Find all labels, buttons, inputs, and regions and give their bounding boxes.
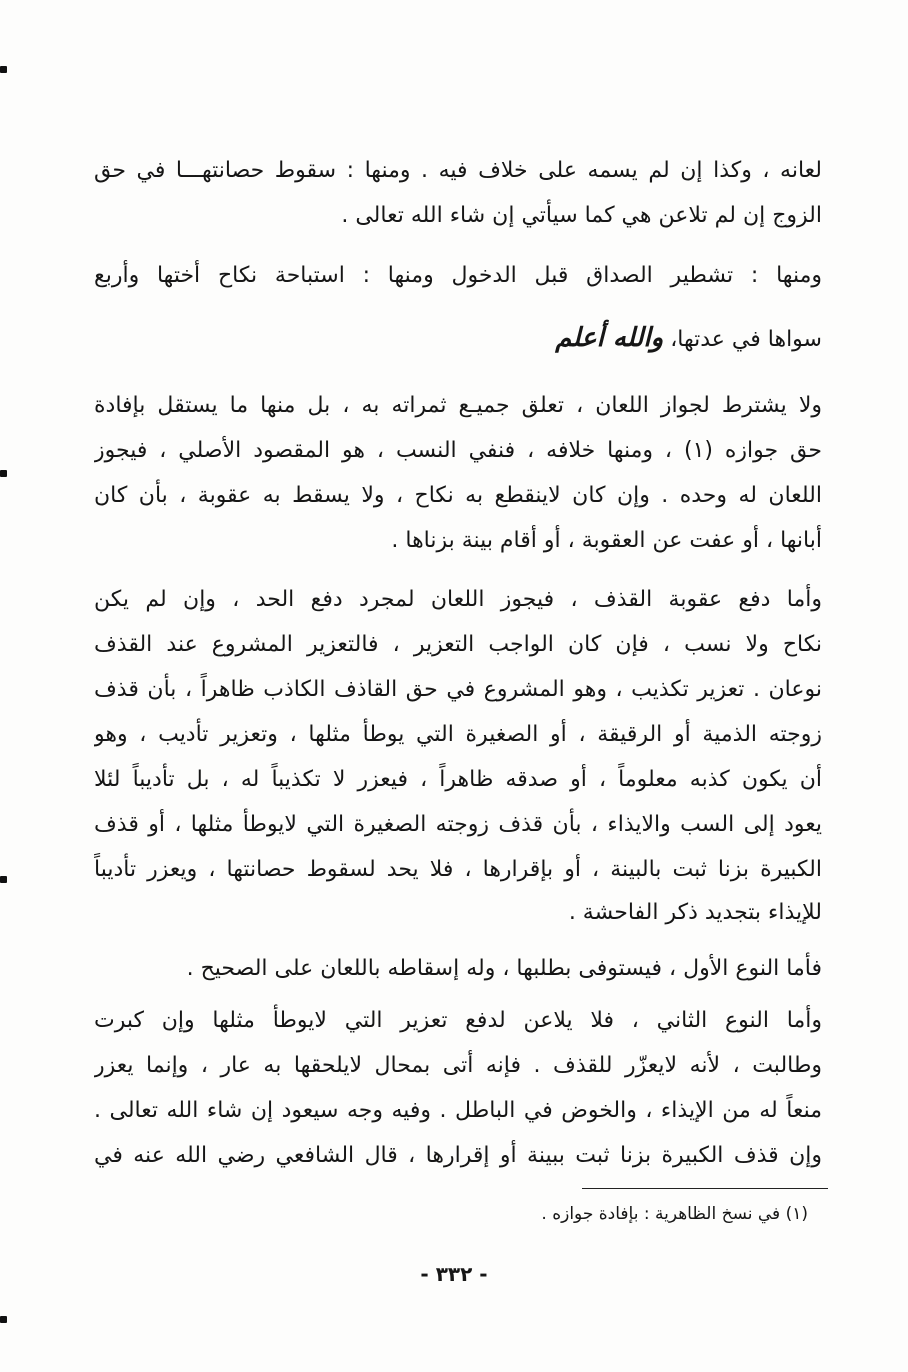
page-number: - ٣٣٢ -: [420, 1262, 488, 1286]
text-line: يعود إلى السب والايذاء ، بأن قذف زوجته الصغيرة التي لايوطأ مثلها ، أو قذف: [94, 812, 822, 837]
text-line: لعانه ، وكذا إن لم يسمه على خلاف فيه . ومنها : سقوط حصانتهـــا في حق: [94, 158, 822, 183]
scan-edge-mark: [0, 876, 7, 883]
scan-edge-mark: [0, 66, 7, 73]
text-line: نوعان . تعزير تكذيب ، وهو المشروع في حق القاذف الكاذب ظاهراً ، بأن قذف: [94, 677, 822, 702]
text-line: وأما دفع عقوبة القذف ، فيجوز اللعان لمجرد دفع الحد ، وإن لم يكن: [94, 587, 822, 612]
text-segment: سواها في عدتها،: [670, 327, 822, 352]
text-line: وأما النوع الثاني ، فلا يلاعن لدفع تعزير التي لايوطأ مثلها وإن كبرت: [94, 1008, 822, 1033]
text-line: منعاً له من الإيذاء ، والخوض في الباطل . وفيه وجه سيعود إن شاء الله تعالى .: [94, 1098, 822, 1123]
scan-edge-mark: [0, 470, 7, 477]
text-line: وإن قذف الكبيرة بزنا ثبت ببينة أو إقرارها ، قال الشافعي رضي الله عنه في: [94, 1143, 822, 1168]
text-line-with-closing: [94, 316, 822, 360]
scan-edge-mark: [0, 1316, 7, 1323]
text-line: الكبيرة بزنا ثبت بالبينة ، أو بإقرارها ، فلا يحد لسقوط حصانتها ، ويعزر تأديباً: [94, 857, 822, 882]
text-line: نكاح ولا نسب ، فإن كان الواجب التعزير ، فالتعزير المشروع عند القذف: [94, 632, 822, 657]
footnote-divider: [582, 1188, 828, 1189]
text-line: زوجته الذمية أو الرقيقة ، أو الصغيرة التي يوطأ مثلها ، وتعزير تأديب ، وهو: [94, 722, 822, 747]
text-line: حق جوازه (١) ، ومنها خلافه ، فنفي النسب ، هو المقصود الأصلي ، فيجوز: [94, 438, 822, 463]
text-line: ومنها : تشطير الصداق قبل الدخول ومنها : استباحة نكاح أختها وأربع: [94, 263, 822, 288]
text-line: اللعان له وحده . وإن كان لاينقطع به نكاح ، ولا يسقط به عقوبة ، بأن كان: [94, 483, 822, 508]
closing-formula: والله أعلم: [555, 323, 664, 353]
text-line: للإيذاء بتجديد ذكر الفاحشة .: [568, 900, 822, 925]
text-line: وطالبت ، لأنه لايعزّر للقذف . فإنه أتى بمحال لايلحقها به عار ، وإنما يعزر: [94, 1053, 822, 1078]
text-line: أبانها ، أو عفت عن العقوبة ، أو أقام بينة بزناها .: [391, 528, 822, 553]
text-line: فأما النوع الأول ، فيستوفى بطلبها ، وله إسقاطه باللعان على الصحيح .: [186, 956, 822, 981]
text-line: ولا يشترط لجواز اللعان ، تعلق جميـع ثمراته به ، بل منها ما يستقل بإفادة: [94, 393, 822, 418]
text-line: الزوج إن لم تلاعن هي كما سيأتي إن شاء الله تعالى .: [341, 203, 822, 228]
text-line: أن يكون كذبه معلوماً ، أو صدقه ظاهراً ، فيعزر لا تكذيباً له ، بل تأديباً لئلا: [94, 767, 822, 792]
footnote: (١) في نسخ الظاهرية : بإفادة جوازه .: [541, 1204, 808, 1224]
